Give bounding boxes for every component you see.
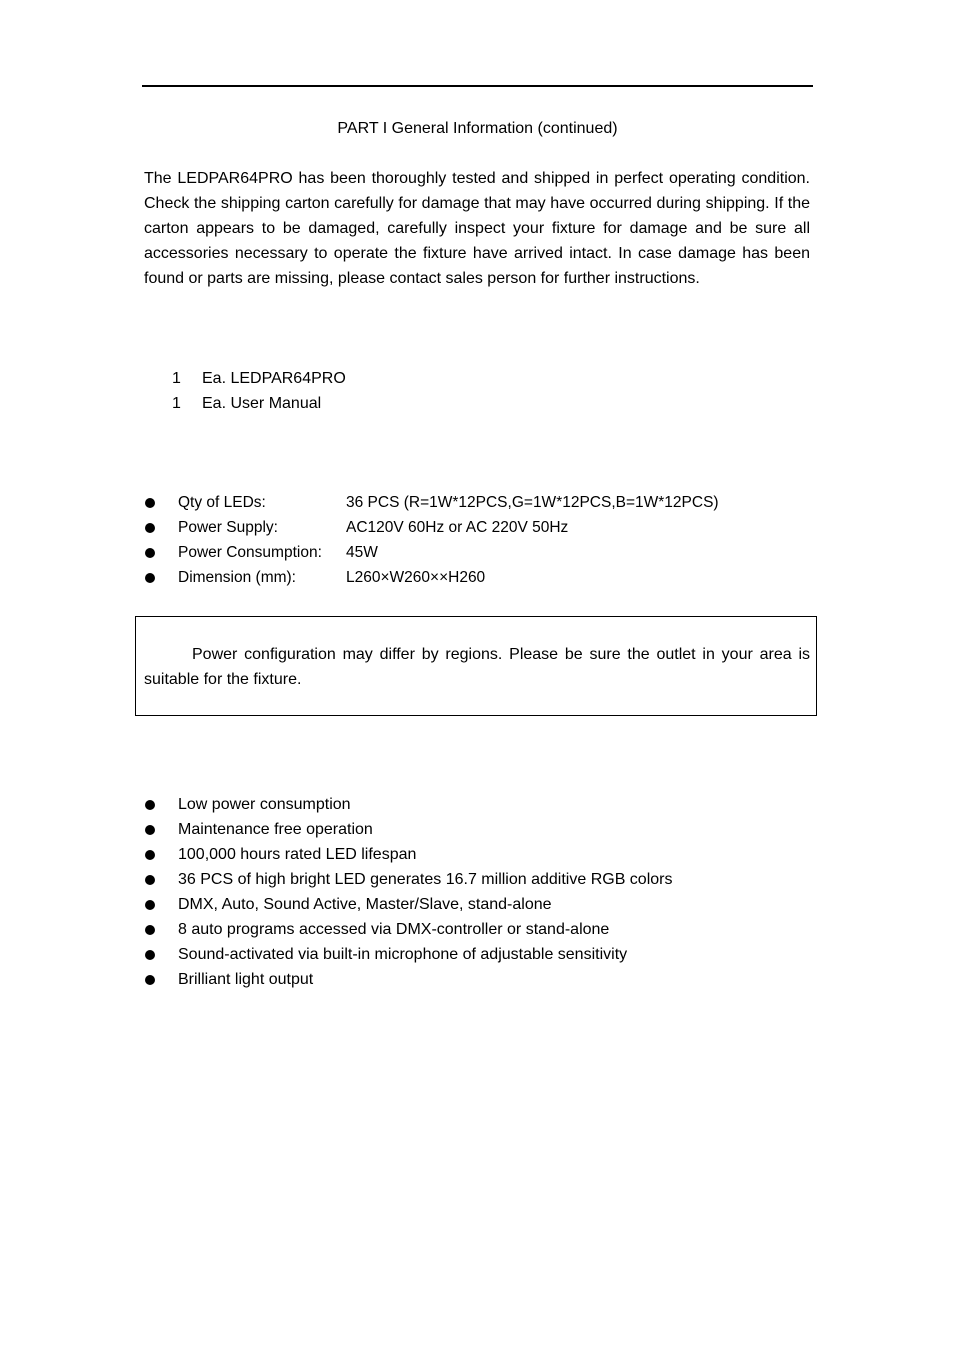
- feature-text: DMX, Auto, Sound Active, Master/Slave, stand-alone: [178, 896, 552, 913]
- power-note-text: Power configuration may differ by regions. Please be sure the outlet in your area is suitable for the fixture.: [144, 646, 810, 688]
- header-rule: [142, 85, 813, 87]
- feature-item: [144, 942, 672, 967]
- spec-value: AC120V 60Hz or AC 220V 50Hz: [346, 519, 569, 536]
- spec-label: Qty of LEDs:: [178, 494, 266, 511]
- feature-item: [144, 792, 672, 817]
- package-item: [172, 366, 346, 391]
- feature-text: Brilliant light output: [178, 971, 314, 988]
- features-list: [144, 792, 672, 992]
- package-item-qty: 1: [172, 395, 181, 412]
- spec-value: 45W: [346, 544, 378, 561]
- bullet-icon: [144, 548, 178, 558]
- feature-item: [144, 967, 672, 992]
- bullet-icon: [144, 573, 178, 583]
- spec-label: Power Supply:: [178, 519, 278, 536]
- bullet-icon: [144, 900, 178, 910]
- bullet-icon: [144, 975, 178, 985]
- bullet-icon: [144, 523, 178, 533]
- feature-text: 8 auto programs accessed via DMX-controller or stand-alone: [178, 921, 610, 938]
- feature-item: [144, 917, 672, 942]
- feature-text: Low power consumption: [178, 796, 351, 813]
- bullet-icon: [144, 875, 178, 885]
- package-item-qty: 1: [172, 370, 181, 387]
- package-item-text: Ea. User Manual: [202, 395, 322, 412]
- bullet-icon: [144, 800, 178, 810]
- feature-text: Maintenance free operation: [178, 821, 373, 838]
- feature-text: 100,000 hours rated LED lifespan: [178, 846, 417, 863]
- bullet-icon: [144, 498, 178, 508]
- feature-text: 36 PCS of high bright LED generates 16.7 million additive RGB colors: [178, 871, 673, 888]
- feature-item: [144, 867, 672, 892]
- spec-label: Dimension (mm):: [178, 569, 296, 586]
- bullet-icon: [144, 850, 178, 860]
- feature-item: [144, 892, 672, 917]
- intro-paragraph: The LEDPAR64PRO has been thoroughly tested and shipped in perfect operating condition. Check the shipping carton carefully for damage that may have occurred during shipping. If the carton appears to be damaged, carefully inspect your fixture for damage and be sure all accessories necessary to operate the fixture have arrived intact. In case damage has been found or parts are missing, please contact sales person for further instructions.: [144, 170, 810, 287]
- section-title: PART I General Information (continued): [337, 120, 618, 137]
- specifications-list: [144, 490, 719, 590]
- spec-label: Power Consumption:: [178, 544, 322, 561]
- spec-item: [144, 515, 719, 540]
- bullet-icon: [144, 825, 178, 835]
- spec-value: L260×W260××H260: [346, 569, 486, 586]
- bullet-icon: [144, 925, 178, 935]
- spec-item: [144, 540, 719, 565]
- bullet-icon: [144, 950, 178, 960]
- power-note-box: [135, 616, 817, 716]
- spec-item: [144, 565, 719, 590]
- feature-text: Sound-activated via built-in microphone of adjustable sensitivity: [178, 946, 628, 963]
- package-item: [172, 391, 346, 416]
- package-item-text: Ea. LEDPAR64PRO: [202, 370, 346, 387]
- feature-item: [144, 842, 672, 867]
- package-contents-list: [172, 366, 346, 416]
- feature-item: [144, 817, 672, 842]
- spec-item: [144, 490, 719, 515]
- spec-value: 36 PCS (R=1W*12PCS,G=1W*12PCS,B=1W*12PCS): [346, 494, 719, 511]
